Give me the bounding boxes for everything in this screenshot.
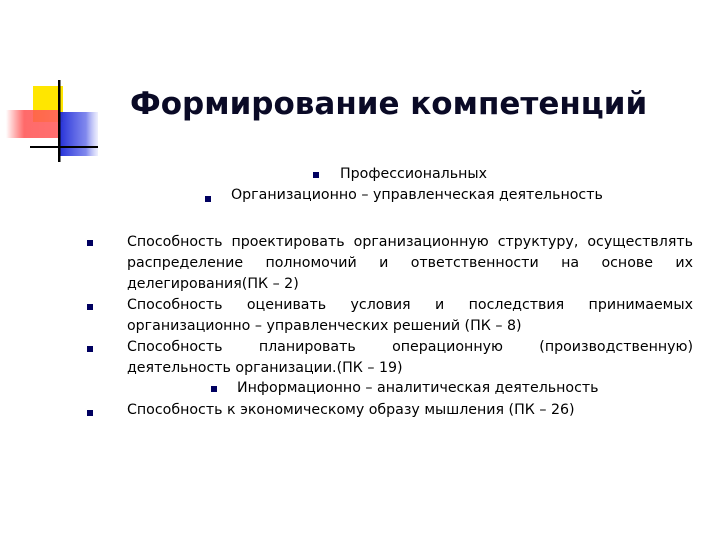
subheading-org-management: Организационно – управленческая деятельность bbox=[231, 187, 603, 203]
bullet-icon bbox=[205, 196, 211, 202]
subheading-professional: Профессиональных bbox=[340, 166, 487, 182]
competency-item-pk2: Способность проектировать организационную структуру, осуществлять распределение полномочий и ответственности на основе их делегирования(ПК – 2) bbox=[127, 234, 693, 292]
subheading-info-analytics: Информационно – аналитическая деятельность bbox=[237, 380, 599, 396]
bullet-icon bbox=[87, 304, 93, 310]
bullet-icon bbox=[87, 240, 93, 246]
bullet-icon bbox=[313, 172, 319, 178]
competency-item-pk8: Способность оценивать условия и последствия принимаемых организационно – управленческих решений (ПК – 8) bbox=[127, 297, 693, 334]
bullet-icon bbox=[87, 346, 93, 352]
bullet-icon bbox=[87, 410, 93, 416]
page-title: Формирование компетенций bbox=[130, 86, 648, 122]
competency-item-pk19: Способность планировать операционную (производственную) деятельность организации.(ПК – 19) bbox=[127, 339, 693, 376]
competency-item-pk26: Способность к экономическому образу мышления (ПК – 26) bbox=[127, 402, 575, 418]
bullet-icon bbox=[211, 386, 217, 392]
decorative-logo-icon bbox=[0, 0, 110, 170]
